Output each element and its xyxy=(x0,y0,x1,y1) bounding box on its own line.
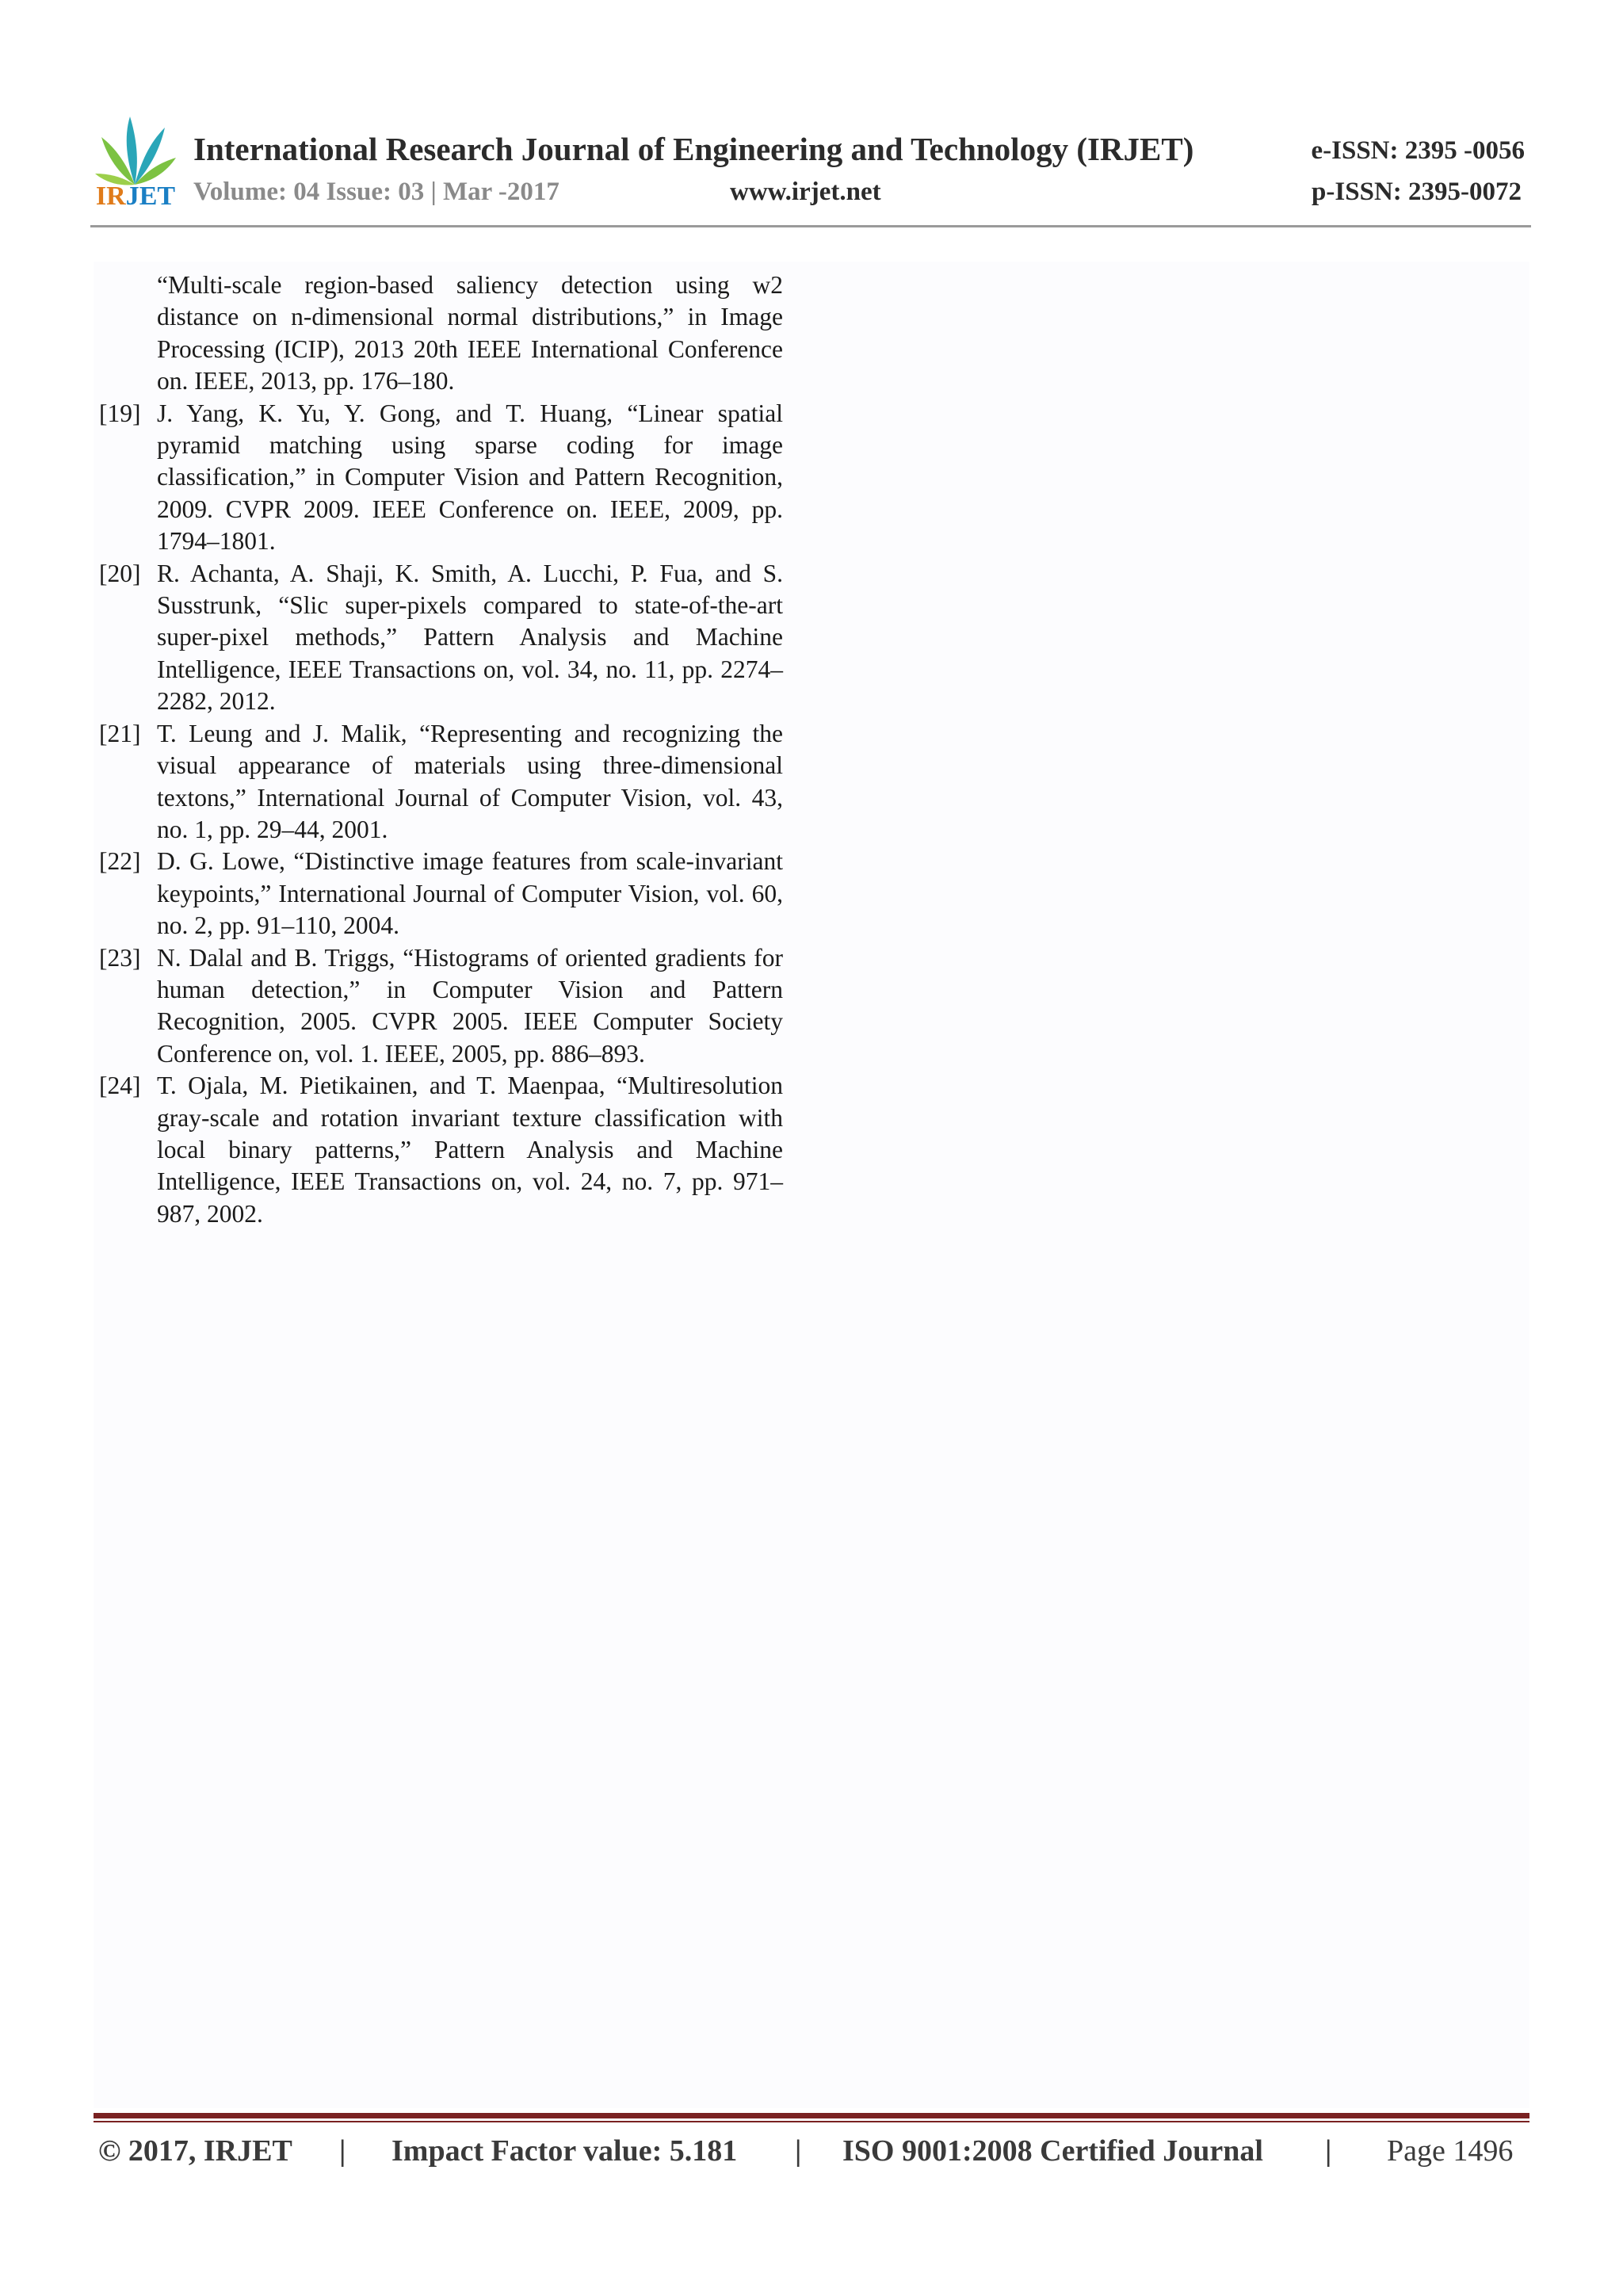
footer-rule xyxy=(94,2113,1529,2118)
footer-separator: | xyxy=(1325,2134,1332,2168)
header-divider xyxy=(90,225,1531,227)
reference-item xyxy=(99,398,783,558)
journal-website: www.irjet.net xyxy=(730,178,881,206)
reference-text: R. Achanta, A. Shaji, K. Smith, A. Lucchi, P. Fua, and S. Susstrunk, “Slic super-pixels compared to state-of-the-art super-pixel methods,” Pattern Analysis and Machine Intelligence, IEEE Transactions on, vol. 34, no. 11, pp. 2274–2282, 2012. xyxy=(157,559,783,716)
logo-wordmark: IRJET xyxy=(95,181,176,211)
p-issn: p-ISSN: 2395-0072 xyxy=(1312,178,1522,206)
leaf-icon xyxy=(95,113,178,186)
footer-rule-thin xyxy=(94,2121,1529,2122)
reference-number: [22] xyxy=(99,847,141,876)
reference-number: [21] xyxy=(99,719,141,747)
reference-number: [24] xyxy=(99,1072,141,1100)
irjet-logo xyxy=(89,113,182,215)
reference-item xyxy=(99,718,783,846)
footer-copyright: © 2017, IRJET xyxy=(98,2134,292,2168)
reference-number: [20] xyxy=(99,559,141,587)
reference-item xyxy=(99,846,783,942)
reference-text: T. Ojala, M. Pietikainen, and T. Maenpaa, “Multiresolution gray-scale and rotation invariant texture classification with local binary patterns,” Pattern Analysis and Machine Intelligence, IEEE Transactions on, vol. 24, no. 7, pp. 971–987, 2002. xyxy=(157,1072,783,1228)
references-list xyxy=(99,269,783,1230)
reference-text: J. Yang, K. Yu, Y. Gong, and T. Huang, “Linear spatial pyramid matching using sparse coding for image classification,” in Computer Vision and Pattern Recognition, 2009. CVPR 2009. IEEE Conference on. IEEE, 2009, pp. 1794–1801. xyxy=(157,399,783,556)
footer-impact-factor: Impact Factor value: 5.181 xyxy=(391,2134,738,2168)
footer-separator: | xyxy=(339,2134,346,2168)
reference-text: N. Dalal and B. Triggs, “Histograms of oriented gradients for human detection,” in Computer Vision and Pattern Recognition, 2005. CVPR 2005. IEEE Computer Society Conference on, vol. 1. IEEE, 2005, pp. 886–893. xyxy=(157,943,783,1068)
e-issn: e-ISSN: 2395 -0056 xyxy=(1311,136,1525,165)
reference-number: [23] xyxy=(99,943,141,972)
reference-text: D. G. Lowe, “Distinctive image features from scale-invariant keypoints,” International Journal of Computer Vision, vol. 60, no. 2, pp. 91–110, 2004. xyxy=(157,847,783,940)
reference-item xyxy=(99,1070,783,1230)
reference-text: T. Leung and J. Malik, “Representing and recognizing the visual appearance of materials using three-dimensional textons,” International Journal of Computer Vision, vol. 43, no. 1, pp. 29–44, 2001. xyxy=(157,719,783,843)
volume-issue: Volume: 04 Issue: 03 | Mar -2017 xyxy=(193,178,559,206)
footer-page-number: Page 1496 xyxy=(1387,2134,1514,2168)
reference-text: “Multi-scale region-based saliency detection using w2 distance on n-dimensional normal distributions,” in Image Processing (ICIP), 2013 20th IEEE International Conference on. IEEE, 2013, pp. 176–180. xyxy=(157,271,783,395)
reference-item xyxy=(99,269,783,398)
journal-title: International Research Journal of Engineering and Technology (IRJET) xyxy=(193,131,1194,167)
reference-number: [19] xyxy=(99,399,141,427)
reference-item xyxy=(99,558,783,718)
reference-item xyxy=(99,942,783,1071)
footer-iso: ISO 9001:2008 Certified Journal xyxy=(842,2134,1263,2168)
footer-separator: | xyxy=(795,2134,802,2168)
